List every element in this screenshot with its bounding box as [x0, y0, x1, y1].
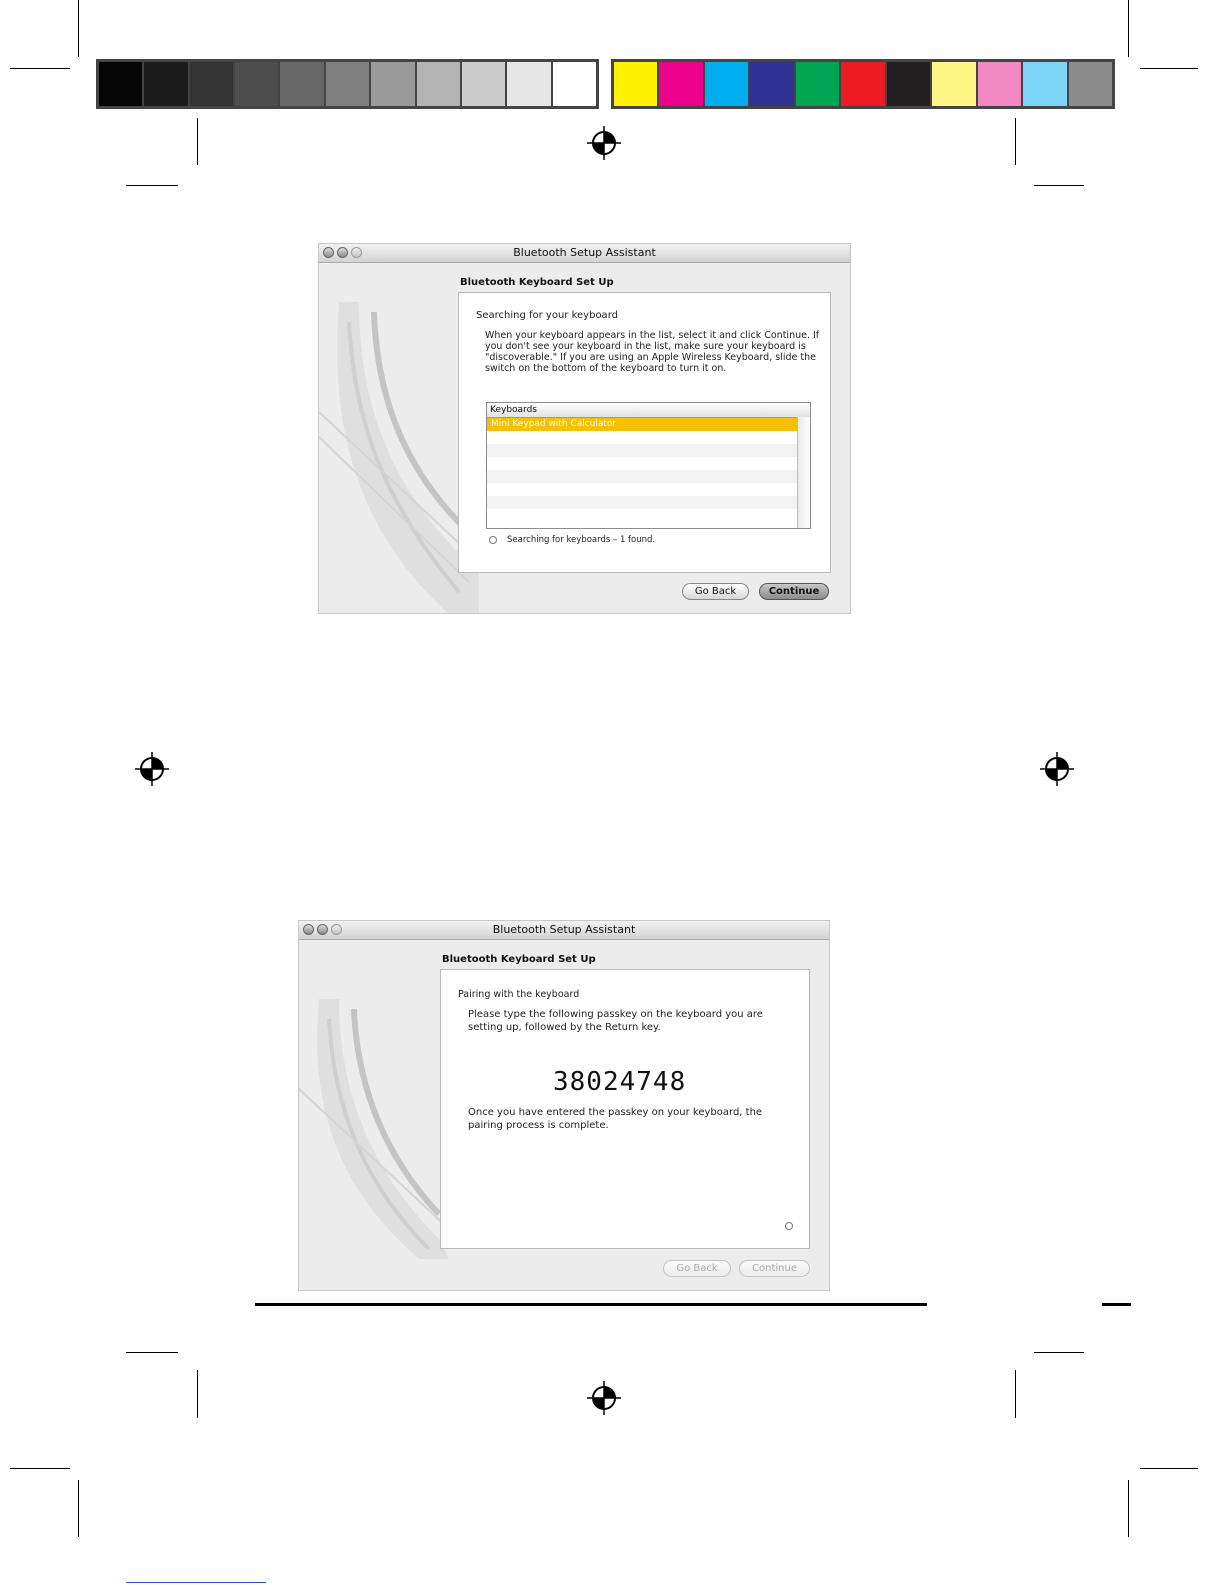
section-title: Pairing with the keyboard	[458, 989, 580, 1000]
keyboard-list-item[interactable]: Mini Keypad with Calculator	[487, 418, 798, 431]
crop-mark	[197, 1370, 198, 1418]
crop-mark	[1140, 1468, 1198, 1469]
color-swatch	[978, 62, 1021, 106]
list-scrollbar[interactable]	[797, 417, 810, 528]
keyboard-illustration-icon	[319, 262, 479, 614]
page-rule	[1102, 1303, 1131, 1306]
content-panel	[440, 969, 810, 1249]
color-swatch	[796, 62, 839, 106]
color-swatch	[417, 62, 460, 106]
crop-mark	[1034, 185, 1084, 186]
crop-mark	[10, 68, 70, 69]
registration-mark-icon	[587, 126, 621, 160]
registration-mark-icon	[587, 1381, 621, 1415]
color-swatch	[932, 62, 975, 106]
go-back-button[interactable]: Go Back	[682, 583, 749, 600]
instruction-line: When your keyboard appears in the list, select it and click Continue. If	[485, 330, 820, 341]
instruction-line: switch on the bottom of the keyboard to turn it on.	[485, 363, 727, 374]
note-line: Once you have entered the passkey on your keyboard, the	[468, 1107, 763, 1118]
content-panel	[458, 292, 831, 573]
crop-mark	[1128, 0, 1129, 57]
crop-mark	[1140, 68, 1198, 69]
color-swatch	[553, 62, 596, 106]
setup-assistant-window-search	[318, 243, 851, 614]
progress-spinner-icon	[489, 536, 497, 544]
color-swatch	[144, 62, 187, 106]
color-swatch	[750, 62, 793, 106]
title-bar	[319, 244, 850, 263]
color-swatch	[462, 62, 505, 106]
color-swatch	[659, 62, 702, 106]
page-rule	[255, 1303, 927, 1306]
empty-list-row	[487, 470, 798, 483]
color-swatch	[705, 62, 748, 106]
crop-mark	[126, 1352, 178, 1353]
assistant-heading: Bluetooth Keyboard Set Up	[442, 954, 596, 965]
instruction-line: setting up, followed by the Return key.	[468, 1022, 661, 1033]
progress-spinner-icon	[785, 1222, 793, 1230]
crop-mark	[1015, 118, 1016, 165]
registration-mark-icon	[135, 752, 169, 786]
color-swatch	[280, 62, 323, 106]
section-title: Searching for your keyboard	[476, 310, 618, 321]
color-swatch	[1069, 62, 1112, 106]
crop-mark	[1128, 1480, 1129, 1537]
color-swatch	[887, 62, 930, 106]
gray-scale-bar	[96, 59, 599, 109]
page-rule	[126, 1582, 266, 1583]
continue-button[interactable]: Continue	[759, 583, 829, 600]
color-swatch	[371, 62, 414, 106]
color-swatch	[190, 62, 233, 106]
crop-mark	[1015, 1370, 1016, 1418]
color-swatch	[841, 62, 884, 106]
search-status: Searching for keyboards – 1 found.	[507, 535, 656, 545]
empty-list-row	[487, 496, 798, 509]
keyboard-illustration-icon	[299, 939, 459, 1291]
crop-mark	[126, 185, 178, 186]
title-bar	[299, 921, 829, 940]
passkey-display: 38024748	[553, 1067, 687, 1097]
registration-mark-icon	[1040, 752, 1074, 786]
color-swatch	[507, 62, 550, 106]
list-column-header[interactable]: Keyboards	[487, 403, 810, 418]
setup-assistant-window-pairing	[298, 920, 830, 1291]
instruction-line: Please type the following passkey on the keyboard you are	[468, 1009, 763, 1020]
crop-mark	[78, 1480, 79, 1537]
window-title: Bluetooth Setup Assistant	[513, 246, 656, 259]
process-color-bar	[611, 59, 1115, 109]
crop-mark	[1034, 1352, 1084, 1353]
note-line: pairing process is complete.	[468, 1120, 609, 1131]
keyboards-list[interactable]	[486, 402, 811, 529]
color-swatch	[614, 62, 657, 106]
color-swatch	[326, 62, 369, 106]
color-swatch	[99, 62, 142, 106]
continue-button[interactable]: Continue	[739, 1260, 810, 1277]
assistant-heading: Bluetooth Keyboard Set Up	[460, 277, 614, 288]
empty-list-row	[487, 444, 798, 457]
go-back-button[interactable]: Go Back	[663, 1260, 731, 1277]
crop-mark	[78, 0, 79, 57]
crop-mark	[10, 1468, 70, 1469]
crop-mark	[197, 118, 198, 165]
window-title: Bluetooth Setup Assistant	[492, 923, 636, 936]
color-swatch	[235, 62, 278, 106]
color-swatch	[1023, 62, 1066, 106]
instruction-line: "discoverable." If you are using an Apple Wireless Keyboard, slide the	[485, 352, 816, 363]
instruction-line: you don't see your keyboard in the list, make sure your keyboard is	[485, 341, 806, 352]
